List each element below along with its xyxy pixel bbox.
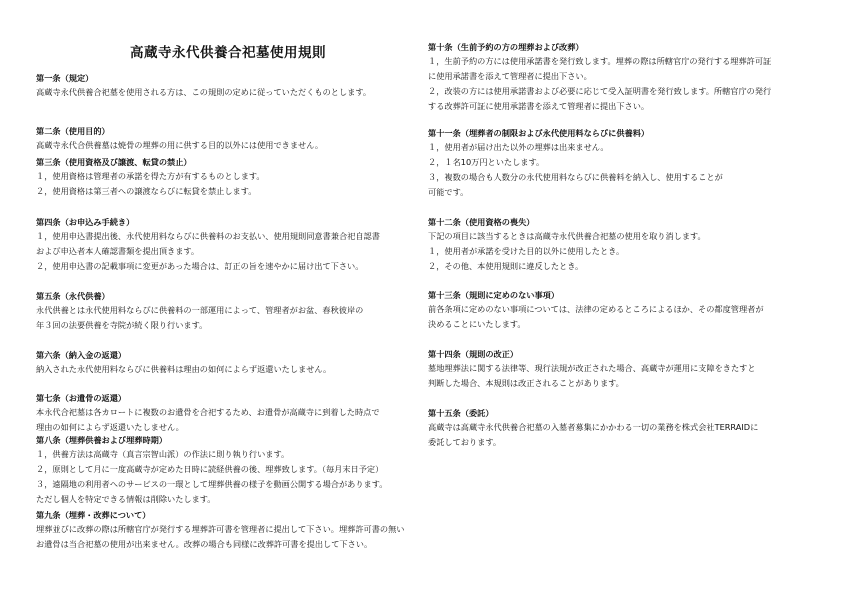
article-line: １，使用者が届け出た以外の埋葬は出来ません。 bbox=[428, 142, 609, 152]
article-line: ２，１名10万円といたします。 bbox=[428, 157, 545, 167]
article bbox=[36, 72, 416, 100]
article-line: ３，複数の場合も人数分の永代使用料ならびに供養料を納入し、使用することが bbox=[428, 172, 723, 182]
document-title: 高蔵寺永代供養合祀墓使用規則 bbox=[130, 45, 326, 61]
article bbox=[36, 349, 416, 377]
article-heading: 第七条（お遺骨の返還） bbox=[36, 393, 127, 403]
article-line: 墓地埋葬法に関する法律等、現行法規が改正された場合、高蔵寺が運用に支障をきたすと bbox=[428, 363, 756, 373]
article bbox=[36, 156, 416, 199]
article-line: 高蔵寺永代合供養墓は焼骨の埋葬の用に供する目的以外には使用できません。 bbox=[36, 140, 324, 150]
article-line: １，供養方法は高蔵寺（真言宗智山派）の作法に則り執り行います。 bbox=[36, 449, 290, 459]
article-line: １，生前予約の方には使用承諾書を発行致します。埋葬の際は所轄官庁の発行する埋葬許可証 bbox=[428, 56, 772, 66]
article-line: ３，遠隔地の利用者へのサービスの一環として埋葬供養の様子を動画公開する場合があります。 bbox=[36, 479, 388, 489]
article-line: 理由の如何によらず返還いたしません。 bbox=[36, 422, 184, 432]
article-line: 前各条項に定めのない事項については、法律の定めるところによるほか、その都度管理者が bbox=[428, 304, 764, 314]
article-line: に使用承諾書を添えて管理者に提出下さい。 bbox=[428, 71, 592, 81]
article-line: 年３回の法要供養を寺院が続く限り行います。 bbox=[36, 320, 208, 330]
article-line: 下記の項目に該当するときは高蔵寺永代供養合祀墓の使用を取り消します。 bbox=[428, 231, 706, 241]
article-line: 高蔵寺永代供養合祀墓を使用される方は、この規則の定めに従っていただくものとします。 bbox=[36, 87, 372, 97]
article-line: ２，その他、本使用規則に違反したとき。 bbox=[428, 261, 584, 271]
article-line: ２，原則として月に一度高蔵寺が定めた日時に読経供養の後、埋葬致します。（毎月末日予定） bbox=[36, 464, 384, 474]
article-line: 本永代合祀墓は各カロートに複数のお遺骨を合祀するため、お遺骨が高蔵寺に到着した時点で bbox=[36, 407, 380, 417]
article-line: ２，改装の方には使用承諾書および必要に応じて受入証明書を発行致します。所轄官庁の発行 bbox=[428, 86, 772, 96]
article-heading: 第一条（規定） bbox=[36, 73, 94, 83]
article bbox=[36, 434, 416, 507]
article-line: お遺骨は当合祀墓の使用が出来ません。改葬の場合も同様に改葬許可書を提出して下さい。 bbox=[36, 539, 373, 549]
article-line: 判断した場合、本規則は改正されることがあります。 bbox=[428, 378, 624, 388]
article-heading: 第三条（使用資格及び譲渡、転貸の禁止） bbox=[36, 157, 192, 167]
article-line: 高蔵寺は高蔵寺永代供養合祀墓の入墓者募集にかかわる一切の業務を株式会社TERRAIDに bbox=[428, 422, 759, 432]
article bbox=[36, 392, 416, 435]
article bbox=[428, 348, 828, 391]
article-heading: 第十一条（埋葬者の制限および永代使用料ならびに供養料） bbox=[428, 128, 650, 138]
article-line: 可能です。 bbox=[428, 187, 469, 197]
article bbox=[428, 407, 828, 450]
article-heading: 第十四条（規則の改正） bbox=[428, 349, 519, 359]
article-heading: 第十条（生前予約の方の埋葬および改葬） bbox=[428, 42, 584, 52]
article-line: 永代供養とは永代使用料ならびに供養料の一部運用によって、管理者がお盆、春秋彼岸の bbox=[36, 305, 364, 315]
article bbox=[36, 509, 416, 552]
article-line: １，使用申込書提出後、永代使用料ならびに供養料のお支払い、使用規則同意書兼合祀自認書 bbox=[36, 231, 380, 241]
article bbox=[428, 216, 828, 274]
article-line: 委託しております。 bbox=[428, 437, 502, 447]
article-line: する改葬許可証に使用承諾書を添えて管理者に提出下さい。 bbox=[428, 101, 650, 111]
article bbox=[428, 289, 828, 332]
article bbox=[36, 216, 416, 274]
article bbox=[36, 290, 416, 333]
article bbox=[428, 41, 828, 114]
article-line: および申込者本人確認書類を提出頂きます。 bbox=[36, 246, 200, 256]
article-line: 埋葬並びに改葬の際は所轄官庁が発行する埋葬許可書を管理者に提出して下さい。埋葬許可書の無い bbox=[36, 524, 405, 534]
article-heading: 第五条（永代供養） bbox=[36, 291, 110, 301]
article-line: ２，使用資格は第三者への譲渡ならびに転貸を禁止します。 bbox=[36, 186, 257, 196]
article-heading: 第二条（使用目的） bbox=[36, 126, 110, 136]
article-heading: 第十五条（委託） bbox=[428, 408, 494, 418]
article bbox=[36, 125, 416, 153]
article-heading: 第八条（埋葬供養および埋葬時期） bbox=[36, 435, 168, 445]
article-heading: 第十二条（使用資格の喪失） bbox=[428, 217, 535, 227]
article-line: １，使用者が承諾を受けた目的以外に使用したとき。 bbox=[428, 246, 625, 256]
article bbox=[428, 127, 828, 200]
article-line: １，使用資格は管理者の承諾を得た方が有するものとします。 bbox=[36, 171, 265, 181]
article-line: 決めることにいたします。 bbox=[428, 319, 526, 329]
article-heading: 第十三条（規則に定めのない事項） bbox=[428, 290, 560, 300]
article-line: 納入された永代使用料ならびに供養料は理由の如何によらず返還いたしません。 bbox=[36, 364, 332, 374]
article-heading: 第九条（埋葬・改葬について） bbox=[36, 510, 151, 520]
article-line: ただし個人を特定できる情報は削除いたします。 bbox=[36, 494, 216, 504]
article-heading: 第四条（お申込み手続き） bbox=[36, 217, 135, 227]
article-heading: 第六条（納入金の返還） bbox=[36, 350, 127, 360]
article-line: ２，使用申込書の記載事項に変更があった場合は、訂正の旨を速やかに届け出て下さい。 bbox=[36, 261, 364, 271]
